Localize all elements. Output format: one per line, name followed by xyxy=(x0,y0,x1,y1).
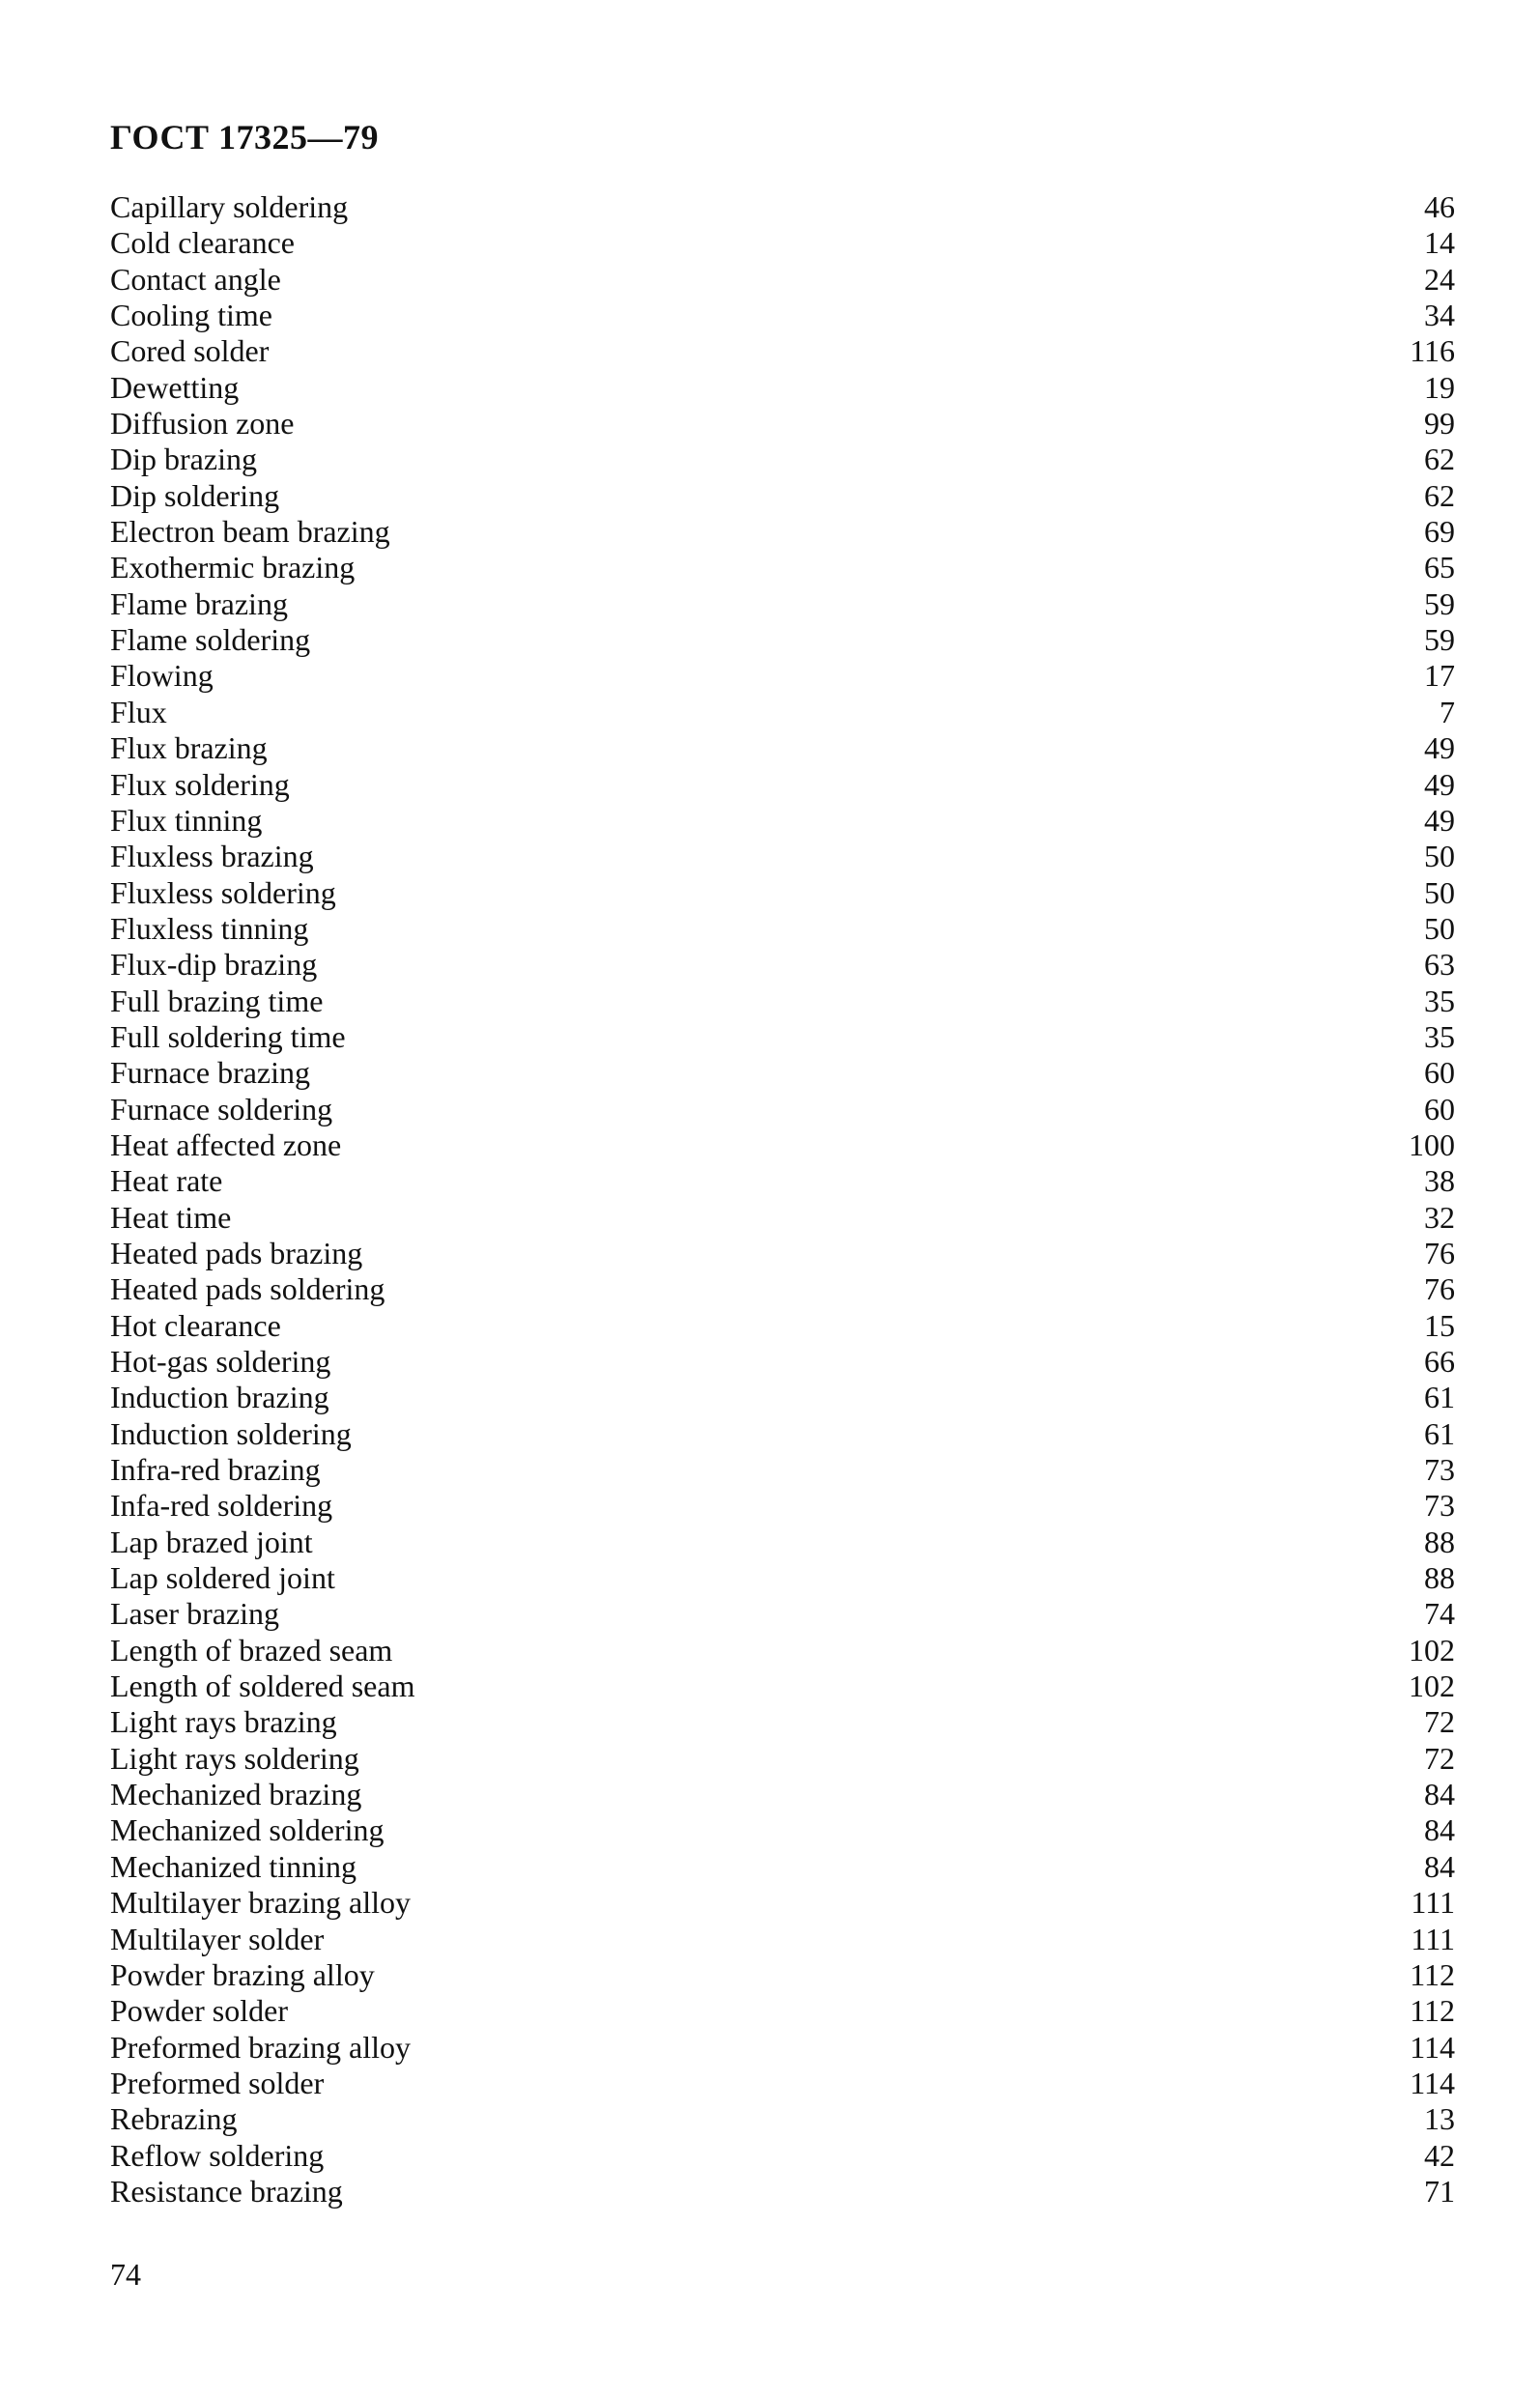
page-number: 74 xyxy=(110,2257,141,2292)
index-page-ref: 59 xyxy=(1424,585,1455,621)
index-entry xyxy=(110,1416,1455,1452)
index-entry xyxy=(110,1741,1455,1777)
index-entry xyxy=(110,2138,1455,2174)
index-page-ref: 102 xyxy=(1409,1668,1455,1704)
index-entry xyxy=(110,1308,1455,1344)
index-entry xyxy=(110,1957,1455,1993)
index-page-ref: 38 xyxy=(1424,1163,1455,1199)
index-term: Flux-dip brazing xyxy=(110,947,318,983)
index-entry xyxy=(110,658,1455,694)
index-entry xyxy=(110,514,1455,550)
index-page-ref: 35 xyxy=(1424,983,1455,1018)
index-page-ref: 46 xyxy=(1424,189,1455,224)
index-page-ref: 99 xyxy=(1424,406,1455,442)
index-entry xyxy=(110,550,1455,585)
index-page-ref: 60 xyxy=(1424,1091,1455,1126)
index-term: Fluxless brazing xyxy=(110,839,314,874)
index-term: Preformed solder xyxy=(110,2065,325,2100)
index-term: Cold clearance xyxy=(110,225,295,261)
index-entry xyxy=(110,803,1455,839)
index-term: Flux soldering xyxy=(110,766,290,802)
index-entry xyxy=(110,2066,1455,2101)
index-entry xyxy=(110,695,1455,730)
index-term: Lap soldered joint xyxy=(110,1560,335,1596)
index-term: Mechanized soldering xyxy=(110,1812,385,1848)
index-entry xyxy=(110,1560,1455,1596)
index-entry xyxy=(110,298,1455,333)
index-term: Length of soldered seam xyxy=(110,1668,415,1704)
index-entry xyxy=(110,2174,1455,2210)
index-entry xyxy=(110,767,1455,803)
index-page-ref: 111 xyxy=(1411,1885,1455,1921)
index-term: Resistance brazing xyxy=(110,2173,343,2209)
index-term: Lap brazed joint xyxy=(110,1524,313,1559)
index-term: Flux xyxy=(110,694,167,729)
index-page-ref: 62 xyxy=(1424,442,1455,477)
index-page-ref: 19 xyxy=(1424,369,1455,405)
index-term: Diffusion zone xyxy=(110,406,295,442)
index-term: Dip soldering xyxy=(110,477,280,513)
index-term: Furnace brazing xyxy=(110,1055,311,1091)
index-term: Induction brazing xyxy=(110,1380,329,1415)
index-page-ref: 73 xyxy=(1424,1452,1455,1488)
index-term: Hot-gas soldering xyxy=(110,1344,331,1379)
index-term: Induction soldering xyxy=(110,1415,352,1451)
index-term: Powder solder xyxy=(110,1993,288,2029)
index-term: Light rays soldering xyxy=(110,1740,359,1776)
index-page-ref: 116 xyxy=(1410,333,1455,369)
index-term: Flame soldering xyxy=(110,622,311,658)
index-page-ref: 72 xyxy=(1424,1704,1455,1740)
index-term: Heated pads brazing xyxy=(110,1235,363,1270)
index-entry xyxy=(110,406,1455,442)
index-term: Exothermic brazing xyxy=(110,550,356,585)
index-term: Infa-red soldering xyxy=(110,1488,333,1524)
index-page-ref: 50 xyxy=(1424,874,1455,910)
index-page-ref: 65 xyxy=(1424,550,1455,585)
index-entry xyxy=(110,1019,1455,1055)
index-entry xyxy=(110,1092,1455,1127)
index-page-ref: 84 xyxy=(1424,1812,1455,1848)
index-term: Contact angle xyxy=(110,261,281,297)
index-list xyxy=(110,189,1455,2210)
index-entry xyxy=(110,1163,1455,1199)
index-term: Cooling time xyxy=(110,298,272,333)
index-page-ref: 111 xyxy=(1411,1921,1455,1956)
index-term: Flame brazing xyxy=(110,585,288,621)
index-entry xyxy=(110,262,1455,298)
index-term: Multilayer solder xyxy=(110,1921,325,1956)
index-entry xyxy=(110,586,1455,622)
index-page-ref: 69 xyxy=(1424,514,1455,550)
index-term: Laser brazing xyxy=(110,1596,280,1632)
index-entry xyxy=(110,1885,1455,1921)
index-entry xyxy=(110,1525,1455,1560)
index-entry xyxy=(110,947,1455,983)
index-term: Preformed brazing alloy xyxy=(110,2029,411,2065)
index-term: Powder brazing alloy xyxy=(110,1956,375,1992)
index-term: Cored solder xyxy=(110,333,270,369)
index-entry xyxy=(110,1777,1455,1812)
index-page-ref: 32 xyxy=(1424,1199,1455,1235)
index-term: Infra-red brazing xyxy=(110,1452,321,1488)
index-page-ref: 73 xyxy=(1424,1488,1455,1524)
index-page-ref: 15 xyxy=(1424,1307,1455,1343)
index-page-ref: 17 xyxy=(1424,658,1455,694)
index-entry xyxy=(110,911,1455,947)
index-page-ref: 84 xyxy=(1424,1848,1455,1884)
index-entry xyxy=(110,1452,1455,1488)
index-page-ref: 42 xyxy=(1424,2137,1455,2173)
index-term: Heat rate xyxy=(110,1163,223,1199)
index-entry xyxy=(110,1704,1455,1740)
index-term: Mechanized tinning xyxy=(110,1848,357,1884)
index-entry xyxy=(110,1668,1455,1704)
index-entry xyxy=(110,478,1455,514)
index-term: Heated pads soldering xyxy=(110,1271,385,1307)
page-header: ГОСТ 17325—79 xyxy=(110,118,379,157)
index-term: Reflow soldering xyxy=(110,2137,325,2173)
index-page-ref: 112 xyxy=(1410,1993,1455,2029)
index-term: Flux brazing xyxy=(110,730,268,766)
index-entry xyxy=(110,730,1455,766)
index-page-ref: 84 xyxy=(1424,1777,1455,1812)
index-entry xyxy=(110,2030,1455,2066)
index-page-ref: 50 xyxy=(1424,910,1455,946)
index-term: Fluxless soldering xyxy=(110,874,336,910)
index-entry xyxy=(110,225,1455,261)
index-term: Length of brazed seam xyxy=(110,1632,393,1668)
index-entry xyxy=(110,1127,1455,1163)
index-entry xyxy=(110,1344,1455,1380)
index-page-ref: 100 xyxy=(1409,1126,1455,1162)
index-entry xyxy=(110,189,1455,225)
index-page-ref: 35 xyxy=(1424,1018,1455,1054)
index-term: Heat affected zone xyxy=(110,1126,342,1162)
index-term: Full brazing time xyxy=(110,983,324,1018)
index-page-ref: 112 xyxy=(1410,1956,1455,1992)
index-term: Light rays brazing xyxy=(110,1704,337,1740)
index-page-ref: 71 xyxy=(1424,2173,1455,2209)
index-page-ref: 88 xyxy=(1424,1560,1455,1596)
index-page-ref: 62 xyxy=(1424,477,1455,513)
index-page-ref: 63 xyxy=(1424,947,1455,983)
index-term: Fluxless tinning xyxy=(110,910,309,946)
index-page-ref: 76 xyxy=(1424,1235,1455,1270)
index-page-ref: 49 xyxy=(1424,730,1455,766)
index-page-ref: 60 xyxy=(1424,1055,1455,1091)
index-term: Dewetting xyxy=(110,369,240,405)
index-term: Full soldering time xyxy=(110,1018,346,1054)
index-entry xyxy=(110,1633,1455,1668)
index-entry xyxy=(110,1380,1455,1415)
index-page-ref: 61 xyxy=(1424,1380,1455,1415)
index-page-ref: 24 xyxy=(1424,261,1455,297)
index-page-ref: 88 xyxy=(1424,1524,1455,1559)
index-page-ref: 66 xyxy=(1424,1344,1455,1379)
index-page-ref: 59 xyxy=(1424,622,1455,658)
index-page-ref: 61 xyxy=(1424,1415,1455,1451)
index-term: Heat time xyxy=(110,1199,232,1235)
index-term: Dip brazing xyxy=(110,442,257,477)
index-page-ref: 14 xyxy=(1424,225,1455,261)
index-entry xyxy=(110,1236,1455,1271)
index-term: Electron beam brazing xyxy=(110,514,390,550)
index-entry xyxy=(110,875,1455,911)
index-term: Furnace soldering xyxy=(110,1091,333,1126)
index-page-ref: 34 xyxy=(1424,298,1455,333)
index-entry xyxy=(110,1993,1455,2029)
index-entry xyxy=(110,1812,1455,1848)
index-page-ref: 114 xyxy=(1410,2065,1455,2100)
index-term: Flux tinning xyxy=(110,802,263,838)
index-entry xyxy=(110,2101,1455,2137)
index-entry xyxy=(110,1488,1455,1524)
index-term: Hot clearance xyxy=(110,1307,281,1343)
index-entry xyxy=(110,370,1455,406)
index-term: Mechanized brazing xyxy=(110,1777,362,1812)
index-page-ref: 76 xyxy=(1424,1271,1455,1307)
index-entry xyxy=(110,1271,1455,1307)
index-page-ref: 72 xyxy=(1424,1740,1455,1776)
index-page-ref: 50 xyxy=(1424,839,1455,874)
index-entry xyxy=(110,1596,1455,1632)
index-entry xyxy=(110,622,1455,658)
index-entry xyxy=(110,984,1455,1019)
index-page-ref: 7 xyxy=(1440,694,1455,729)
index-page-ref: 74 xyxy=(1424,1596,1455,1632)
index-page-ref: 49 xyxy=(1424,802,1455,838)
index-entry xyxy=(110,839,1455,874)
index-page-ref: 102 xyxy=(1409,1632,1455,1668)
index-entry xyxy=(110,1055,1455,1091)
index-page-ref: 13 xyxy=(1424,2101,1455,2137)
index-term: Capillary soldering xyxy=(110,189,349,224)
index-page-ref: 114 xyxy=(1410,2029,1455,2065)
index-entry xyxy=(110,333,1455,369)
index-entry xyxy=(110,1849,1455,1885)
index-entry xyxy=(110,442,1455,477)
index-term: Rebrazing xyxy=(110,2101,238,2137)
index-page-ref: 49 xyxy=(1424,766,1455,802)
index-entry xyxy=(110,1922,1455,1957)
index-term: Multilayer brazing alloy xyxy=(110,1885,412,1921)
index-entry xyxy=(110,1200,1455,1236)
index-term: Flowing xyxy=(110,658,214,694)
